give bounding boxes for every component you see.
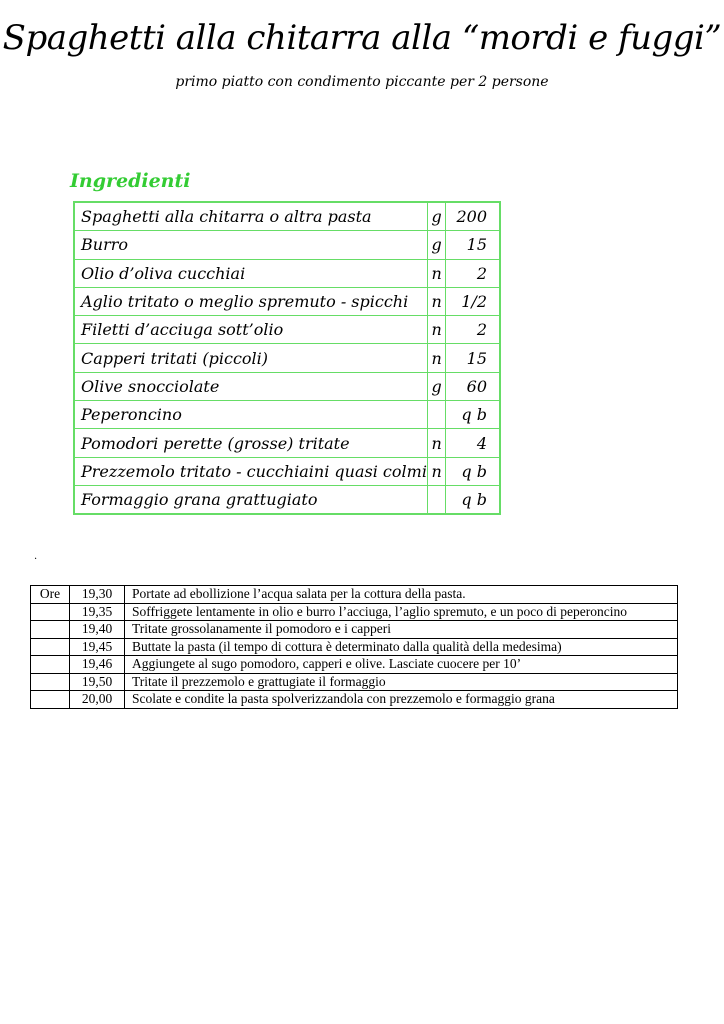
schedule-step-text: Scolate e condite la pasta spolverizzandola con prezzemolo e formaggio grana bbox=[125, 691, 678, 709]
ingredient-name: Aglio tritato o meglio spremuto - spicchi bbox=[74, 287, 427, 315]
schedule-step-text: Tritate il prezzemolo e grattugiate il formaggio bbox=[125, 673, 678, 691]
schedule-row bbox=[31, 673, 678, 691]
stray-dot: . bbox=[34, 551, 38, 562]
ingredient-qty: 15 bbox=[446, 344, 500, 372]
schedule-time: 19,46 bbox=[70, 656, 125, 674]
ingredient-qty: 1/2 bbox=[446, 287, 500, 315]
schedule-label bbox=[31, 673, 70, 691]
schedule-row bbox=[31, 638, 678, 656]
ingredient-unit: n bbox=[427, 316, 445, 344]
subtitle-text: primo piatto con condimento piccante per 2 persone bbox=[175, 74, 549, 90]
schedule-row bbox=[31, 656, 678, 674]
ingredient-row bbox=[74, 485, 500, 514]
ingredient-unit: n bbox=[427, 259, 445, 287]
ingredient-name: Capperi tritati (piccoli) bbox=[74, 344, 427, 372]
schedule-step-text: Buttate la pasta (il tempo di cottura è determinato dalla qualità della medesima) bbox=[125, 638, 678, 656]
schedule-step-text: Aggiungete al sugo pomodoro, capperi e olive. Lasciate cuocere per 10’ bbox=[125, 656, 678, 674]
ingredient-row bbox=[74, 316, 500, 344]
ingredient-row bbox=[74, 372, 500, 400]
ingredient-name: Peperoncino bbox=[74, 401, 427, 429]
ingredient-name: Filetti d’acciuga sott’olio bbox=[74, 316, 427, 344]
ingredient-name: Burro bbox=[74, 231, 427, 259]
ingredient-qty: q b bbox=[446, 457, 500, 485]
recipe-subtitle bbox=[0, 74, 724, 90]
ingredient-unit: g bbox=[427, 202, 445, 231]
ingredient-qty: 60 bbox=[446, 372, 500, 400]
ingredient-row bbox=[74, 344, 500, 372]
ingredient-unit: n bbox=[427, 429, 445, 457]
ingredient-qty: 2 bbox=[446, 259, 500, 287]
ingredient-qty: q b bbox=[446, 401, 500, 429]
schedule-time: 19,40 bbox=[70, 621, 125, 639]
schedule-time: 19,50 bbox=[70, 673, 125, 691]
schedule-label bbox=[31, 638, 70, 656]
schedule-table bbox=[30, 585, 678, 709]
ingredient-row bbox=[74, 202, 500, 231]
schedule-row bbox=[31, 586, 678, 604]
ingredient-qty: 15 bbox=[446, 231, 500, 259]
ingredient-name: Olio d’oliva cucchiai bbox=[74, 259, 427, 287]
schedule-step-text: Portate ad ebollizione l’acqua salata per la cottura della pasta. bbox=[125, 586, 678, 604]
ingredient-unit: n bbox=[427, 344, 445, 372]
ingredient-unit bbox=[427, 401, 445, 429]
schedule-step-text: Soffriggete lentamente in olio e burro l’acciuga, l’aglio spremuto, e un poco di peperoncino bbox=[125, 603, 678, 621]
schedule-row bbox=[31, 691, 678, 709]
ingredient-row bbox=[74, 259, 500, 287]
ingredient-qty: q b bbox=[446, 485, 500, 514]
schedule-row bbox=[31, 621, 678, 639]
schedule-time: 19,45 bbox=[70, 638, 125, 656]
ingredient-qty: 200 bbox=[446, 202, 500, 231]
recipe-title: Spaghetti alla chitarra alla “mordi e fuggi” bbox=[2, 18, 722, 58]
ingredient-row bbox=[74, 231, 500, 259]
schedule-time: 20,00 bbox=[70, 691, 125, 709]
ingredient-row bbox=[74, 457, 500, 485]
ingredient-name: Spaghetti alla chitarra o altra pasta bbox=[74, 202, 427, 231]
ingredient-unit: g bbox=[427, 231, 445, 259]
ingredient-unit: n bbox=[427, 287, 445, 315]
ingredient-name: Pomodori perette (grosse) tritate bbox=[74, 429, 427, 457]
schedule-step-text: Tritate grossolanamente il pomodoro e i capperi bbox=[125, 621, 678, 639]
ingredient-unit bbox=[427, 485, 445, 514]
schedule-time: 19,35 bbox=[70, 603, 125, 621]
schedule-label: Ore bbox=[31, 586, 70, 604]
schedule-label bbox=[31, 656, 70, 674]
ingredient-qty: 4 bbox=[446, 429, 500, 457]
ingredients-table bbox=[73, 201, 501, 515]
ingredient-name: Formaggio grana grattugiato bbox=[74, 485, 427, 514]
schedule-label bbox=[31, 691, 70, 709]
schedule-time: 19,30 bbox=[70, 586, 125, 604]
ingredient-unit: g bbox=[427, 372, 445, 400]
ingredient-unit: n bbox=[427, 457, 445, 485]
ingredient-row bbox=[74, 287, 500, 315]
ingredient-name: Olive snocciolate bbox=[74, 372, 427, 400]
ingredient-qty: 2 bbox=[446, 316, 500, 344]
ingredient-row bbox=[74, 429, 500, 457]
schedule-label bbox=[31, 603, 70, 621]
ingredient-row bbox=[74, 401, 500, 429]
ingredient-name: Prezzemolo tritato - cucchiaini quasi colmi bbox=[74, 457, 427, 485]
ingredients-heading: Ingredienti bbox=[70, 170, 191, 192]
schedule-label bbox=[31, 621, 70, 639]
schedule-row bbox=[31, 603, 678, 621]
